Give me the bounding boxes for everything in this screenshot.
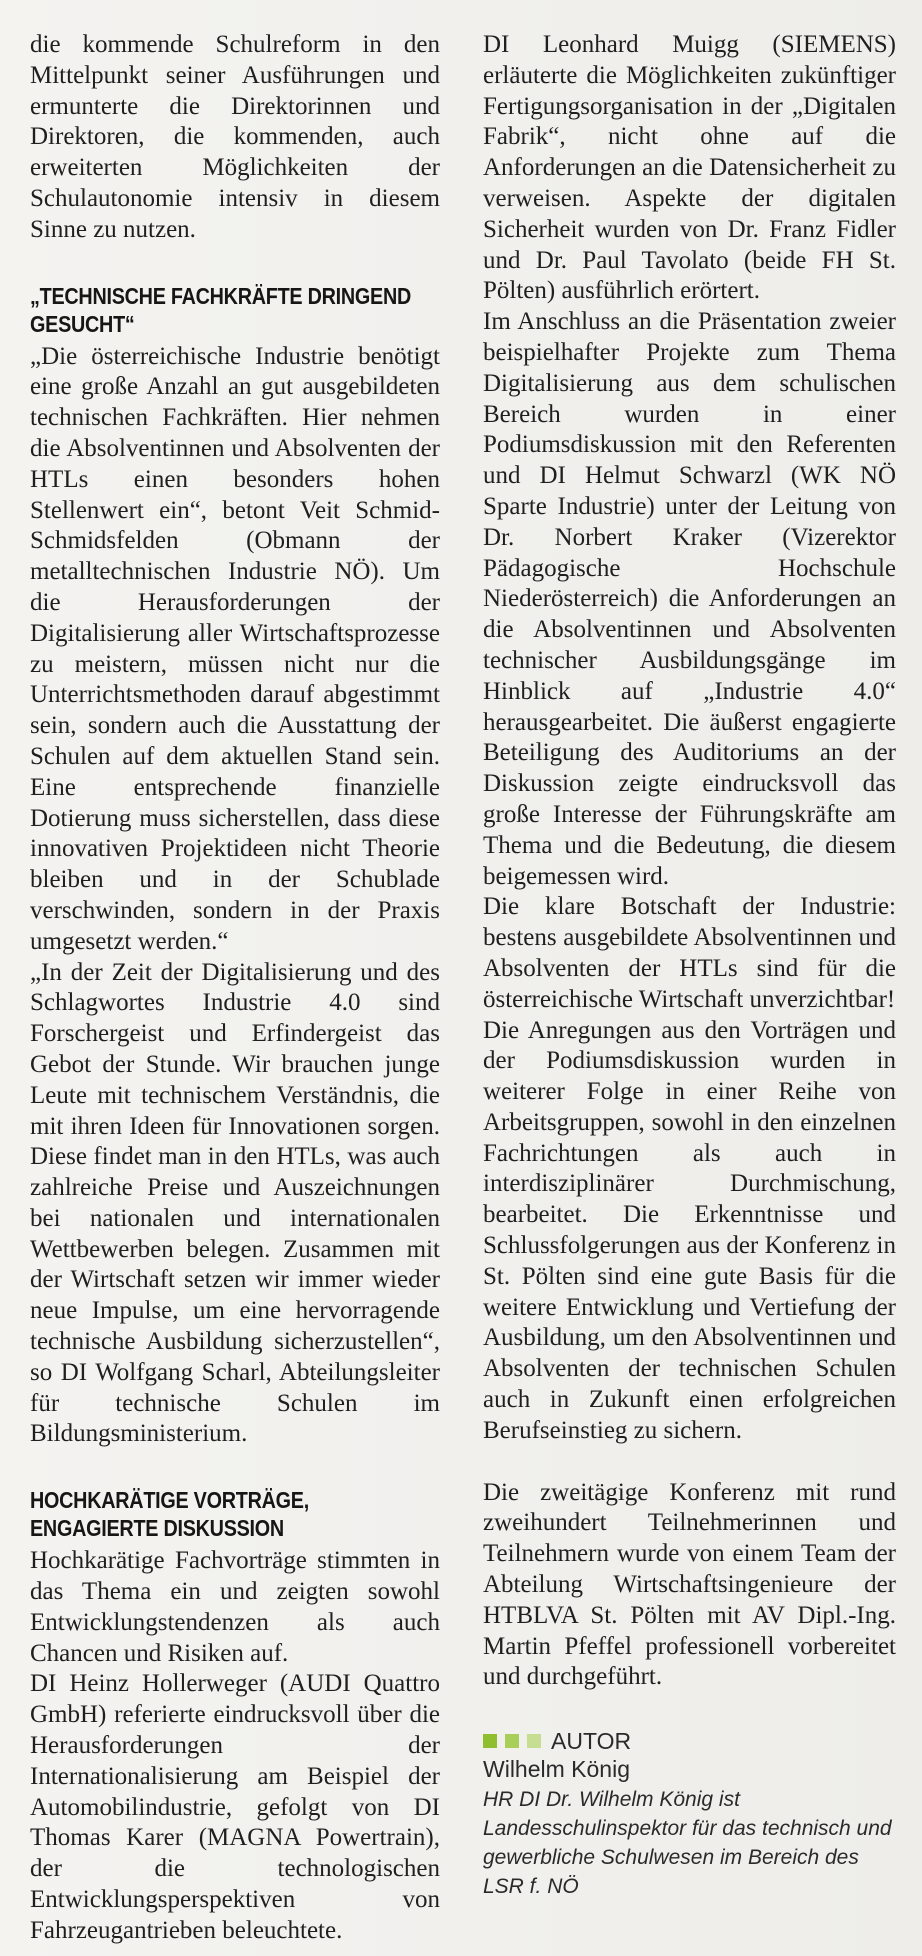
author-label-row <box>483 1727 896 1755</box>
marker-square-icon <box>483 1734 497 1748</box>
author-label: AUTOR <box>551 1728 632 1755</box>
section-heading-talks: HOCHKARÄTIGE VORTRÄGE, ENGAGIERTE DISKUSSION <box>30 1487 309 1542</box>
spacer <box>483 1447 896 1478</box>
paragraph-digitalization-quote: „In der Zeit der Digitalisierung und des Schlagwortes Industrie 4.0 sind Forschergeist und Erfindergeist das Gebot der Stunde. Wir brauchen junge Leute mit technischem Verständnis, die mit ihren Ideen für Innovationen sorgen. Diese findet man in den HTLs, was auch zahlreiche Preise und Auszeichnungen bei nationalen und internationalen Wettbewerben belegen. Zusammen mit der Wirtschaft setzen wir immer wieder neue Impulse, um eine hervorragende technische Ausbildung sicherzustellen“, so DI Wolfgang Scharl, Abteilungsleiter für technische Schulen im Bildungsministerium. <box>30 958 440 1448</box>
paragraph-industry-message: Die klare Botschaft der Industrie: bestens ausgebildete Absolventinnen und Absolventen der HTLs sind für die österreichische Wirtschaft unverzichtbar! <box>483 893 896 1013</box>
paragraph-industry-quote: „Die österreichische Industrie benötigt eine große Anzahl an gut ausgebildeten technischen Fachkräften. Hier nehmen die Absolventinnen und Absolventen der HTLs einen besonders hohen Stellenwert ein“, betont Veit Schmid-Schmidsfelden (Obmann der metalltechnischen Industrie NÖ). Um die Herausforderungen der Digitalisierung aller Wirtschaftsprozesse zu meistern, müssen nicht nur die Unterrichtsmethoden darauf abgestimmt sein, sondern auch die Ausstattung der Schulen auf dem aktuellen Stand sein. Eine entsprechende finanzielle Dotierung muss sicherstellen, dass diese innovativen Projektideen nicht Theorie bleiben und in der Schublade verschwinden, sondern in der Praxis umgesetzt werden.“ <box>30 342 440 955</box>
author-bio: HR DI Dr. Wilhelm König ist Landesschulinspektor für das technisch und gewerbliche Schulwesen im Bereich des LSR f. NÖ <box>483 1788 892 1899</box>
marker-square-icon <box>505 1734 519 1748</box>
paragraph-talks-intro: Hochkarätige Fachvorträge stimmten in das Thema ein und zeigten sowohl Entwicklungstendenzen als auch Chancen und Risiken auf. <box>30 1547 440 1667</box>
paragraph-working-groups: Die Anregungen aus den Vorträgen und der Podiumsdiskussion wurden in weiterer Folge in einer Reihe von Arbeitsgruppen, sowohl in den einzelnen Fachrichtungen als auch in interdisziplinärer Durchmischung, bearbeitet. Die Erkenntnisse und Schlussfolgerungen aus der Konferenz in St. Pölten sind eine gute Basis für die weitere Entwicklung und Vertiefung der Ausbildung, um den Absolventinnen und Absolventen der technischen Schulen auch in Zukunft einen erfolgreichen Berufseinstieg zu sichern. <box>483 1016 896 1444</box>
paragraph-muigg: DI Leonhard Muigg (SIEMENS) erläuterte die Möglichkeiten zukünftiger Fertigungsorganisation in der „Digitalen Fabrik“, nicht ohne auf die Anforderungen an die Datensicherheit zu verweisen. Aspekte der digitalen Sicherheit wurden von Dr. Franz Fidler und Dr. Paul Tavolato (beide FH St. Pölten) ausführlich erörtert. <box>483 31 896 305</box>
paragraph-hollerweger: DI Heinz Hollerweger (AUDI Quattro GmbH) referierte eindrucksvoll über die Herausforderungen der Internationalisierung am Beispiel der Automobilindustrie, gefolgt von DI Thomas Karer (MAGNA Powertrain), der die technologischen Entwicklungsperspektiven von Fahrzeugantrieben beleuchtete. <box>30 1670 440 1944</box>
paragraph-conference-team: Die zweitägige Konferenz mit rund zweihundert Teilnehmerinnen und Teilnehmern wurde von einem Team der Abteilung Wirtschaftsingenieure der HTBLVA St. Pölten mit AV Dipl.-Ing. Martin Pfeffel professionell vorbereitet und durchgeführt. <box>483 1478 896 1691</box>
right-column <box>483 30 896 1901</box>
section-heading-skilled-workers: „TECHNISCHE FACHKRÄFTE DRINGEND GESUCHT“ <box>30 282 412 337</box>
author-name: Wilhelm König <box>483 1756 630 1783</box>
paragraph-panel-discussion: Im Anschluss an die Präsentation zweier beispielhafter Projekte zum Thema Digitalisierung aus dem schulischen Bereich wurden in einer Podiumsdiskussion mit den Referenten und DI Helmut Schwarzl (WK NÖ Sparte Industrie) unter der Leitung von Dr. Norbert Kraker (Vizerektor Pädagogische Hochschule Niederösterreich) die Anforderungen an die Absolventinnen und Absolventen technischer Ausbildungsgänge im Hinblick auf „Industrie 4.0“ herausgearbeitet. Die äußerst engagierte Beteiligung des Auditoriums an der Diskussion zeigte eindrucksvoll das große Interesse der Führungskräfte am Thema und die Bedeutung, die diesem beigemessen wird. <box>483 308 896 890</box>
intro-paragraph: die kommende Schulreform in den Mittelpunkt seiner Ausführungen und ermunterte die Direktorinnen und Direktoren, die kommenden, auch erweiterten Möglichkeiten der Schulautonomie intensiv in diesem Sinne zu nutzen. <box>30 31 440 243</box>
author-box <box>483 1727 896 1901</box>
left-column <box>30 30 440 1947</box>
marker-square-icon <box>527 1734 541 1748</box>
